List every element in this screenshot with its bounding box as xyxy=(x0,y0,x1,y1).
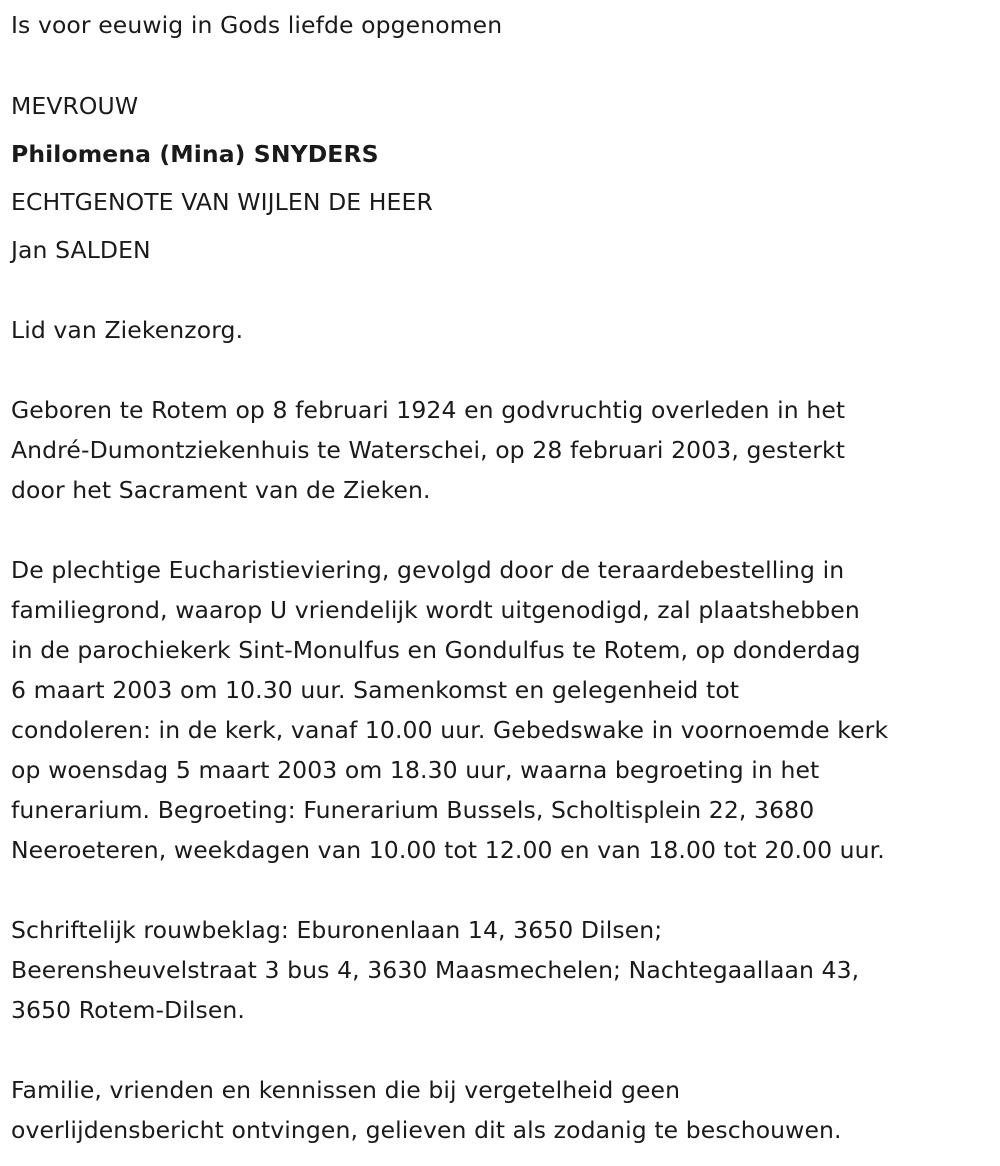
paragraph-line: door het Sacrament van de Zieken. xyxy=(11,476,431,504)
deceased-name: Philomena (Mina) SNYDERS xyxy=(11,140,379,168)
paragraph-line: Neeroeteren, weekdagen van 10.00 tot 12.00 en van 18.00 tot 20.00 uur. xyxy=(11,836,885,864)
paragraph-line: in de parochiekerk Sint-Monulfus en Gondulfus te Rotem, op donderdag xyxy=(11,636,861,664)
spacer xyxy=(11,1030,996,1070)
paragraph-line: André-Dumontziekenhuis te Waterschei, op 28 februari 2003, gesterkt xyxy=(11,436,846,464)
paragraph-line: Beerensheuvelstraat 3 bus 4, 3630 Maasmechelen; Nachtegaallaan 43, xyxy=(11,956,860,984)
obituary-notice xyxy=(11,0,996,1150)
spacer xyxy=(11,870,996,910)
paragraph-line: 3650 Rotem-Dilsen. xyxy=(11,996,245,1024)
paragraph-line: Familie, vrienden en kennissen die bij vergetelheid geen xyxy=(11,1076,681,1104)
condolences-paragraph xyxy=(11,910,996,1030)
paragraph-line: Schriftelijk rouwbeklag: Eburonenlaan 14, 3650 Dilsen; xyxy=(11,916,663,944)
spouse-name: Jan SALDEN xyxy=(11,236,151,264)
paragraph-line: overlijdensbericht ontvingen, gelieven dit als zodanig te beschouwen. xyxy=(11,1116,842,1144)
paragraph-line: op woensdag 5 maart 2003 om 18.30 uur, waarna begroeting in het xyxy=(11,756,820,784)
ceremony-paragraph xyxy=(11,550,996,870)
closing-paragraph xyxy=(11,1070,996,1150)
paragraph-line: condoleren: in de kerk, vanaf 10.00 uur. Gebedswake in voornoemde kerk xyxy=(11,716,889,744)
paragraph-line: Geboren te Rotem op 8 februari 1924 en godvruchtig overleden in het xyxy=(11,396,846,424)
spacer xyxy=(11,350,996,390)
spacer xyxy=(11,510,996,550)
membership-text: Lid van Ziekenzorg. xyxy=(11,316,244,344)
birth-death-paragraph xyxy=(11,390,996,510)
paragraph-line: 6 maart 2003 om 10.30 uur. Samenkomst en gelegenheid tot xyxy=(11,676,740,704)
spouse-label: ECHTGENOTE VAN WIJLEN DE HEER xyxy=(11,188,433,216)
spacer xyxy=(11,45,996,85)
honorific: MEVROUW xyxy=(11,92,139,120)
paragraph-line: familiegrond, waarop U vriendelijk wordt uitgenodigd, zal plaatshebben xyxy=(11,596,860,624)
spacer xyxy=(11,270,996,310)
paragraph-line: De plechtige Eucharistieviering, gevolgd door de teraardebestelling in xyxy=(11,556,845,584)
paragraph-line: funerarium. Begroeting: Funerarium Bussels, Scholtisplein 22, 3680 xyxy=(11,796,815,824)
intro-text: Is voor eeuwig in Gods liefde opgenomen xyxy=(11,11,503,39)
